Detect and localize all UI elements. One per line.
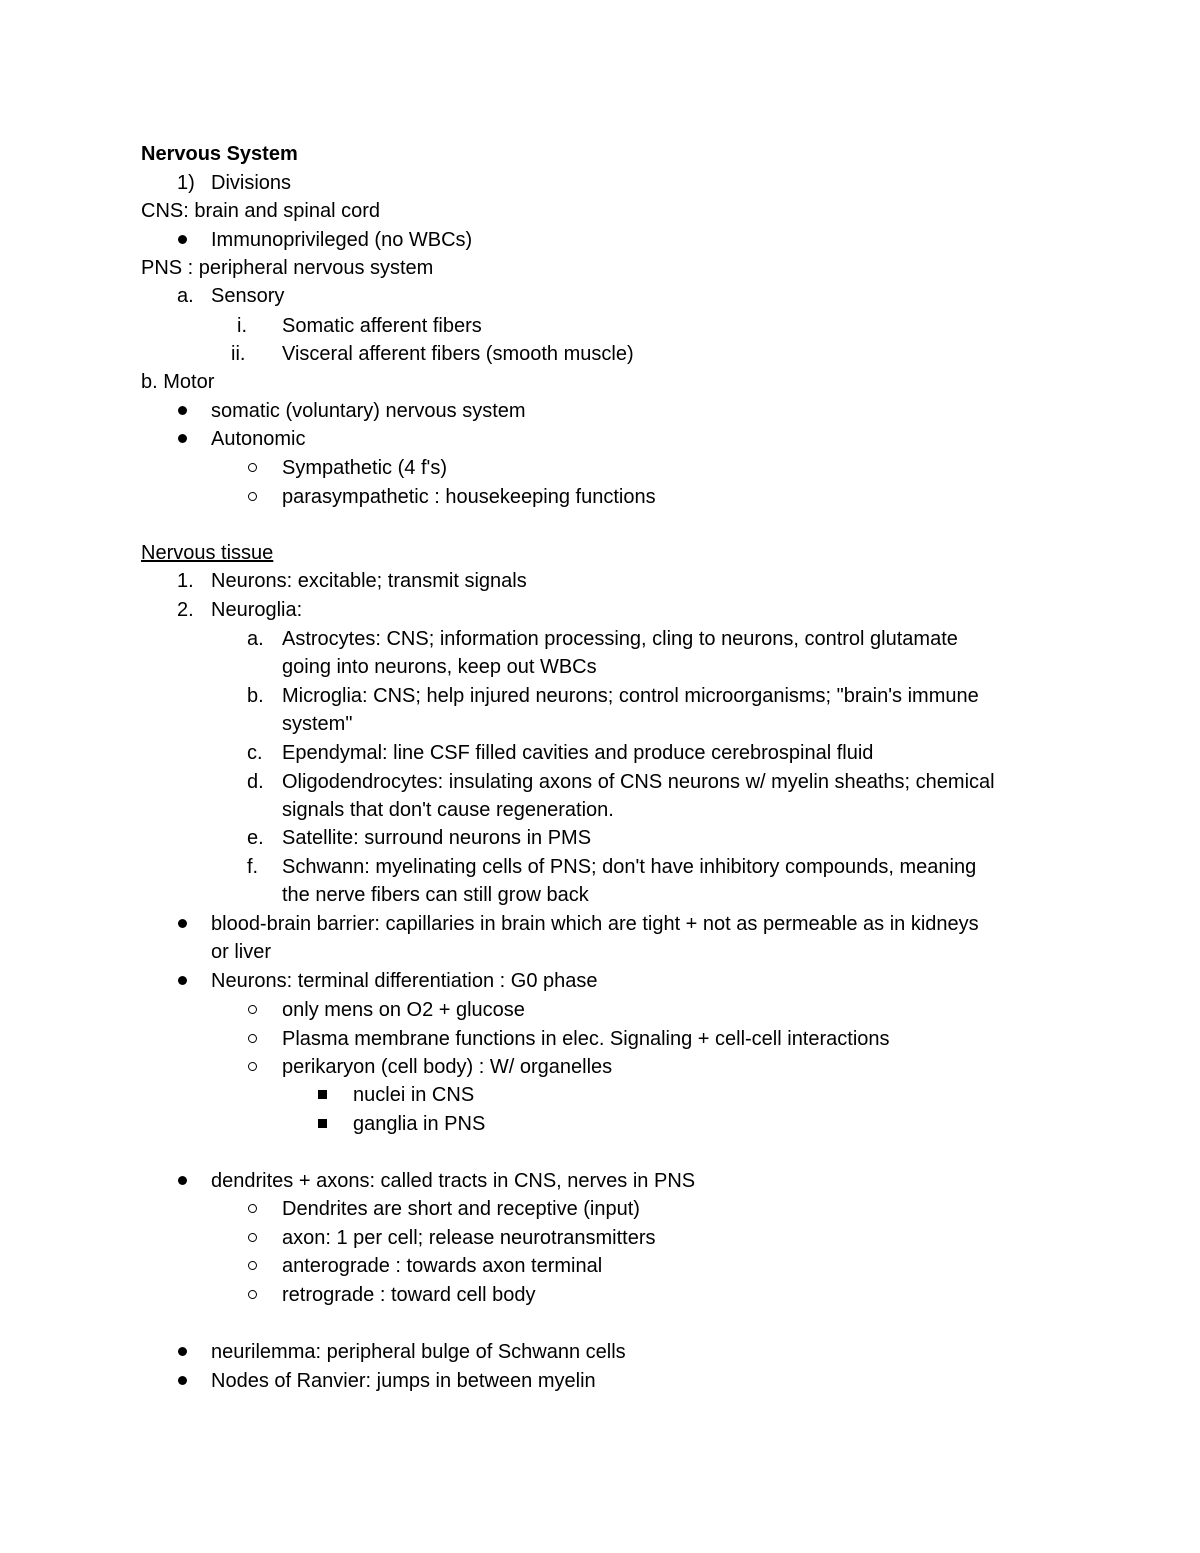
list-item-text: nuclei in CNS	[353, 1084, 475, 1106]
bullet-dot-icon	[178, 235, 187, 244]
list-item-text: going into neurons, keep out WBCs	[282, 656, 597, 678]
list-item-text: perikaryon (cell body) : W/ organelles	[282, 1056, 613, 1078]
bullet-circle-icon	[248, 1290, 257, 1299]
list-item-text: somatic (voluntary) nervous system	[211, 400, 526, 422]
bullet-circle-icon	[248, 1261, 257, 1270]
list-item-text: Visceral afferent fibers (smooth muscle)	[282, 343, 634, 365]
list-item-text: Immunoprivileged (no WBCs)	[211, 229, 473, 251]
bullet-dot-icon	[178, 406, 187, 415]
paragraph-text: PNS : peripheral nervous system	[141, 257, 434, 279]
bullet-square-icon	[318, 1119, 327, 1128]
list-item-text: Satellite: surround neurons in PMS	[282, 827, 592, 849]
list-item-text: only mens on O2 + glucose	[282, 999, 525, 1021]
list-item-text: Sensory	[211, 285, 285, 307]
list-item-text: axon: 1 per cell; release neurotransmitters	[282, 1227, 656, 1249]
list-marker: 1)	[177, 172, 195, 194]
bullet-dot-icon	[178, 976, 187, 985]
list-item-text: blood-brain barrier: capillaries in brain which are tight + not as permeable as in kidneys	[211, 913, 979, 935]
list-marker: f.	[247, 856, 259, 878]
list-marker: d.	[247, 771, 264, 793]
list-item-text: dendrites + axons: called tracts in CNS, nerves in PNS	[211, 1170, 696, 1192]
list-marker: i.	[237, 315, 247, 337]
bullet-dot-icon	[178, 919, 187, 928]
list-item-text: Oligodendrocytes: insulating axons of CNS neurons w/ myelin sheaths; chemical	[282, 771, 995, 793]
list-marker: 1.	[177, 570, 194, 592]
list-item-text: signals that don't cause regeneration.	[282, 799, 614, 821]
bullet-dot-icon	[178, 1176, 187, 1185]
list-item-text: or liver	[211, 941, 272, 963]
list-marker: e.	[247, 827, 264, 849]
section-heading: Nervous tissue	[141, 542, 274, 564]
bullet-dot-icon	[178, 1376, 187, 1385]
bullet-circle-icon	[248, 1204, 257, 1213]
bullet-dot-icon	[178, 1347, 187, 1356]
list-item-text: parasympathetic : housekeeping functions	[282, 486, 656, 508]
bullet-circle-icon	[248, 1062, 257, 1071]
list-marker: a.	[247, 628, 264, 650]
list-item-text: Divisions	[211, 172, 292, 194]
bullet-circle-icon	[248, 1005, 257, 1014]
list-item-text: Neuroglia:	[211, 599, 303, 621]
bullet-circle-icon	[248, 463, 257, 472]
list-marker: ii.	[231, 343, 246, 365]
list-item-text: Astrocytes: CNS; information processing, cling to neurons, control glutamate	[282, 628, 958, 650]
bullet-dot-icon	[178, 434, 187, 443]
list-item-text: Somatic afferent fibers	[282, 315, 482, 337]
list-item-text: the nerve fibers can still grow back	[282, 884, 589, 906]
list-item-text: Plasma membrane functions in elec. Signaling + cell-cell interactions	[282, 1028, 890, 1050]
list-item-text: Autonomic	[211, 428, 306, 450]
bullet-circle-icon	[248, 1034, 257, 1043]
list-item-text: system"	[282, 713, 353, 735]
list-item-text: ganglia in PNS	[353, 1113, 486, 1135]
list-item-text: Neurons: terminal differentiation : G0 phase	[211, 970, 598, 992]
list-item-text: Nodes of Ranvier: jumps in between myelin	[211, 1370, 596, 1392]
paragraph-text: b. Motor	[141, 371, 215, 393]
list-item-text: anterograde : towards axon terminal	[282, 1255, 603, 1277]
paragraph-text: CNS: brain and spinal cord	[141, 200, 381, 222]
list-marker: a.	[177, 285, 194, 307]
bullet-circle-icon	[248, 1233, 257, 1242]
document-title: Nervous System	[141, 143, 298, 165]
list-item-text: Schwann: myelinating cells of PNS; don't have inhibitory compounds, meaning	[282, 856, 977, 878]
bullet-circle-icon	[248, 492, 257, 501]
list-item-text: neurilemma: peripheral bulge of Schwann cells	[211, 1341, 626, 1363]
list-item-text: Sympathetic (4 f's)	[282, 457, 447, 479]
list-marker: c.	[247, 742, 263, 764]
bullet-square-icon	[318, 1090, 327, 1099]
list-item-text: retrograde : toward cell body	[282, 1284, 536, 1306]
list-marker: 2.	[177, 599, 194, 621]
list-marker: b.	[247, 685, 264, 707]
list-item-text: Microglia: CNS; help injured neurons; control microorganisms; "brain's immune	[282, 685, 979, 707]
list-item-text: Dendrites are short and receptive (input)	[282, 1198, 640, 1220]
list-item-text: Ependymal: line CSF filled cavities and produce cerebrospinal fluid	[282, 742, 874, 764]
list-item-text: Neurons: excitable; transmit signals	[211, 570, 527, 592]
